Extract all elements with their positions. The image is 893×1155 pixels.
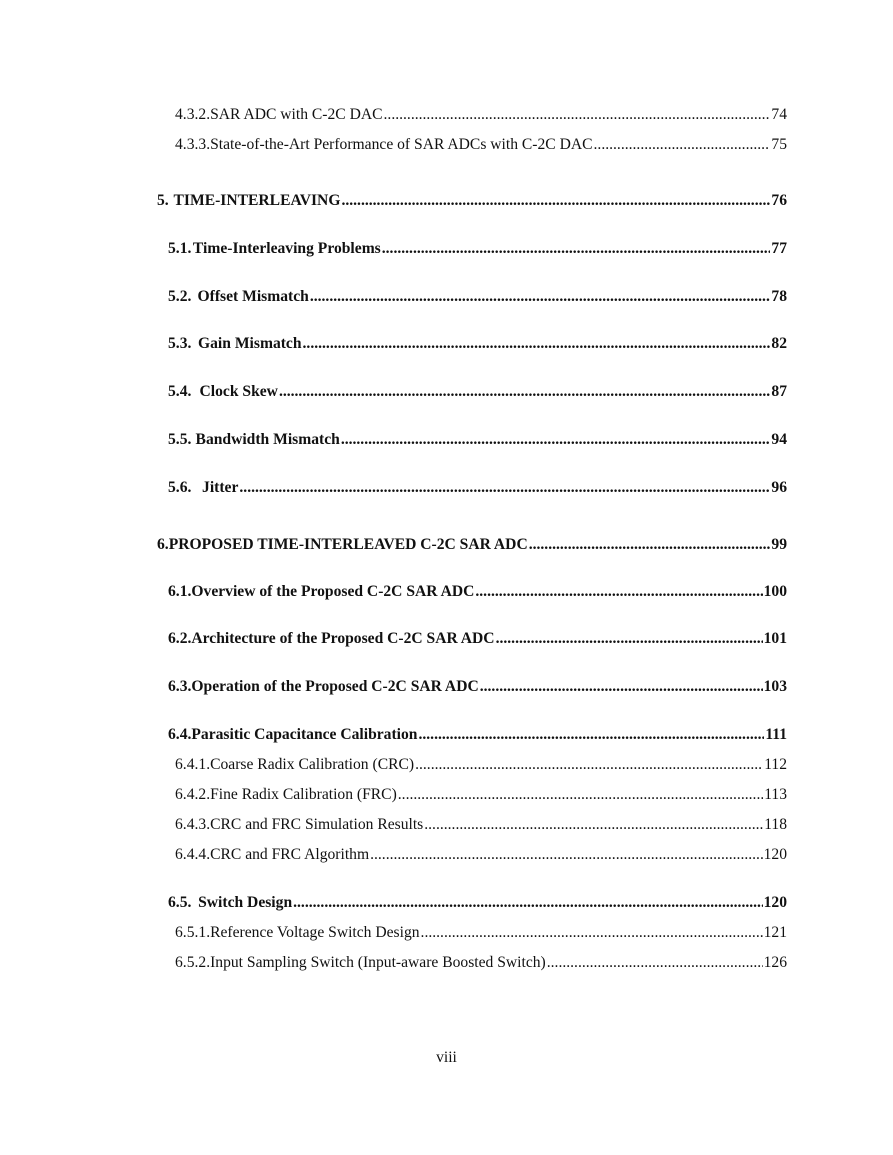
toc-entry-title: CRC and FRC Algorithm [210,846,370,863]
toc-entry-number: 6.4.2. [175,786,211,803]
toc-entry-page: 121 [763,924,787,941]
toc-entry-5-5[interactable] [168,430,787,450]
toc-leader-dots [341,191,770,211]
toc-leader-dots [421,923,763,943]
toc-entry-page: 113 [764,786,787,803]
toc-entry-6-5-2[interactable] [175,953,787,973]
toc-entry-page: 75 [771,136,787,153]
toc-entry-number: 6.1. [168,583,192,600]
toc-entry-page: 94 [771,431,787,448]
toc-entry-number: 6.5. [168,894,192,911]
toc-entry-page: 101 [763,630,787,647]
toc-leader-dots [594,135,771,155]
toc-entry-page: 126 [763,954,787,971]
toc-entry-5-2[interactable] [168,287,787,307]
toc-entry-6-5-1[interactable] [175,923,787,943]
toc-entry-5[interactable] [157,191,787,211]
toc-entry-number: 5.2. [168,288,192,305]
toc-entry-number: 5. [157,192,169,209]
toc-leader-dots [370,845,763,865]
toc-entry-title: Coarse Radix Calibration (CRC) [210,756,415,773]
toc-entry-number: 6.4.4. [175,846,211,863]
toc-entry-number: 6.3. [168,678,192,695]
toc-entry-number: 6.5.1. [175,924,211,941]
toc-entry-number: 6.2. [168,630,192,647]
toc-entry-6-3[interactable] [168,677,787,697]
toc-entry-page: 87 [771,383,787,400]
toc-entry-title: Offset Mismatch [197,288,309,305]
toc-entry-4-3-2[interactable] [175,105,787,125]
toc-leader-dots [418,725,764,745]
toc-leader-dots [496,629,763,649]
toc-leader-dots [547,953,763,973]
toc-entry-page: 100 [763,583,787,600]
toc-entry-title: Input Sampling Switch (Input-aware Boosted Switch) [210,954,546,971]
toc-entry-title: SAR ADC with C-2C DAC [210,106,383,123]
toc-entry-title: CRC and FRC Simulation Results [210,816,424,833]
toc-leader-dots [529,535,771,555]
toc-entry-page: 76 [771,192,787,209]
toc-entry-number: 6.4.3. [175,816,211,833]
toc-leader-dots [384,105,771,125]
toc-leader-dots [279,382,770,402]
toc-entry-page: 120 [763,894,787,911]
toc-entry-page: 96 [771,479,787,496]
toc-entry-4-3-3[interactable] [175,135,787,155]
toc-leader-dots [341,430,771,450]
toc-entry-5-6[interactable] [168,478,787,498]
toc-leader-dots [382,239,771,259]
toc-entry-6-2[interactable] [168,629,787,649]
toc-entry-title: Parasitic Capacitance Calibration [191,726,418,743]
toc-entry-title: Jitter [202,479,239,496]
toc-entry-number: 5.3. [168,335,192,352]
toc-entry-title: Time-Interleaving Problems [192,240,381,257]
toc-leader-dots [424,815,763,835]
toc-entry-number: 5.4. [168,383,192,400]
toc-entry-page: 99 [771,536,787,553]
toc-entry-page: 78 [771,288,787,305]
toc-entry-title: Architecture of the Proposed C-2C SAR ADC [191,630,495,647]
toc-entry-5-4[interactable] [168,382,787,402]
toc-entry-number: 6. [157,536,169,553]
toc-entry-page: 112 [764,756,787,773]
toc-leader-dots [415,755,763,775]
page-number: viii [436,1049,457,1066]
toc-entry-page: 111 [765,726,787,743]
toc-entry-6-4-4[interactable] [175,845,787,865]
toc-leader-dots [293,893,762,913]
toc-entry-page: 74 [771,106,787,123]
toc-entry-title: State-of-the-Art Performance of SAR ADCs with C-2C DAC [210,136,593,153]
toc-entry-title: PROPOSED TIME-INTERLEAVED C-2C SAR ADC [168,536,528,553]
toc-entry-6-4-2[interactable] [175,785,787,805]
toc-entry-title: Gain Mismatch [198,335,302,352]
toc-entry-number: 4.3.2. [175,106,211,123]
toc-entry-6-4-3[interactable] [175,815,787,835]
toc-leader-dots [239,478,770,498]
toc-entry-number: 6.4. [168,726,192,743]
toc-entry-title: TIME-INTERLEAVING [173,192,341,209]
toc-entry-6[interactable] [157,535,787,555]
toc-leader-dots [398,785,763,805]
toc-entry-title: Bandwidth Mismatch [195,431,340,448]
toc-entry-number: 5.6. [168,479,192,496]
toc-entry-page: 82 [771,335,787,352]
toc-entry-title: Operation of the Proposed C-2C SAR ADC [191,678,479,695]
toc-entry-page: 118 [764,816,787,833]
toc-leader-dots [475,582,762,602]
toc-entry-number: 6.5.2. [175,954,211,971]
toc-entry-5-3[interactable] [168,334,787,354]
toc-entry-number: 4.3.3. [175,136,211,153]
toc-entry-page: 77 [771,240,787,257]
toc-entry-number: 5.1. [168,240,192,257]
toc-entry-page: 103 [763,678,787,695]
toc-entry-page: 120 [763,846,787,863]
toc-entry-6-5[interactable] [168,893,787,913]
toc-entry-6-1[interactable] [168,582,787,602]
toc-entry-title: Fine Radix Calibration (FRC) [210,786,397,803]
toc-entry-number: 5.5. [168,431,192,448]
toc-leader-dots [480,677,763,697]
toc-leader-dots [310,287,771,307]
toc-leader-dots [303,334,771,354]
toc-entry-title: Reference Voltage Switch Design [210,924,420,941]
toc-entry-title: Clock Skew [199,383,278,400]
toc-entry-number: 6.4.1. [175,756,211,773]
toc-entry-title: Overview of the Proposed C-2C SAR ADC [191,583,475,600]
toc-entry-6-4[interactable] [168,725,787,745]
toc-entry-5-1[interactable] [168,239,787,259]
toc-entry-title: Switch Design [198,894,293,911]
toc-entry-6-4-1[interactable] [175,755,787,775]
